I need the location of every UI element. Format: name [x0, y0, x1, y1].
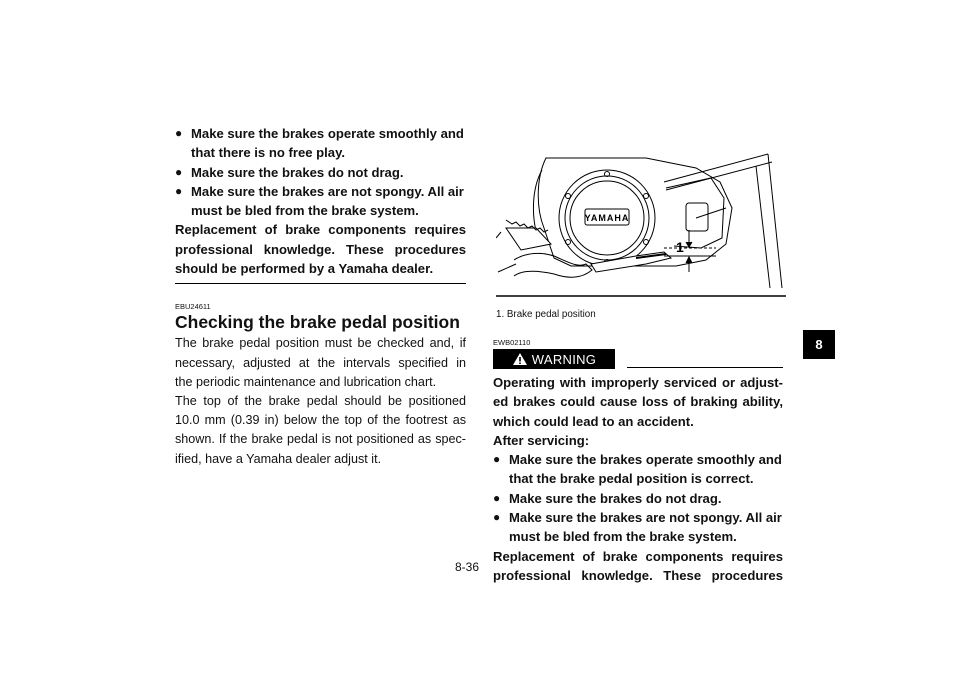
paragraph [175, 334, 466, 392]
bullet-item [175, 124, 466, 163]
warning-end-line: Replacement of brake components requires [493, 548, 783, 564]
paragraph-line: 10.0 mm (0.39 in) below the top of the footrest as [175, 413, 466, 428]
frame-tube [664, 154, 768, 182]
warning-label-box [493, 349, 615, 369]
bullet-line: that there is no free play. [191, 145, 346, 161]
figure-caption: 1. Brake pedal position [496, 309, 596, 320]
bullet-icon: ● [175, 126, 183, 140]
bullet-line: must be bled from the brake system. [191, 203, 419, 219]
bullet-line: that the brake pedal position is correct. [509, 471, 754, 487]
warning-end-line: professional knowledge. These procedures [175, 241, 466, 257]
page-number: 8-36 [455, 560, 480, 574]
bullet-item [175, 182, 466, 221]
paragraph-line: The brake pedal position must be checked and, if [175, 336, 466, 351]
bullet-item [493, 489, 783, 508]
chapter-tab: 8 [803, 330, 835, 359]
warning-line: ed brakes could cause loss of braking ability, [493, 394, 783, 410]
paragraph-line: ified, have a Yamaha dealer adjust it. [175, 451, 382, 466]
bullet-line: Make sure the brakes are not spongy. All air [191, 183, 464, 199]
bullet-item [175, 163, 466, 182]
bullet-icon: ● [493, 490, 501, 505]
warning-code: EWB02110 [493, 338, 531, 347]
bullet-icon: ● [175, 183, 183, 198]
paragraph-line: necessary, adjusted at the intervals specified in [175, 355, 466, 370]
paragraph-line: the periodic maintenance and lubrication chart. [175, 374, 437, 389]
bullet-line: Make sure the brakes are not spongy. All air [509, 510, 782, 526]
bullet-line: must be bled from the brake system. [509, 529, 737, 545]
bullet-icon: ● [493, 452, 501, 467]
paragraph [175, 392, 466, 469]
warning-header [493, 348, 783, 370]
warning-end-rule [175, 283, 466, 284]
bullet-line: Make sure the brakes operate smoothly and [509, 452, 782, 468]
bullet-item [493, 450, 783, 489]
bullet-line: Make sure the brakes do not drag. [509, 490, 722, 506]
warning-triangle-icon [512, 352, 528, 366]
bullet-line: Make sure the brakes operate smoothly and [191, 126, 464, 141]
paragraph-line: The top of the brake pedal should be positioned [175, 393, 466, 408]
after-servicing-label: After servicing: [493, 432, 590, 448]
yamaha-logo-text: YAMAHA [584, 213, 630, 223]
warning-rule [627, 367, 783, 368]
left-column [175, 124, 466, 469]
warning-block [493, 338, 783, 585]
paragraph-line: shown. If the brake pedal is not positioned as spec- [175, 432, 466, 447]
warning-end-line: Replacement of brake components requires [175, 222, 466, 238]
brake-pedal-illustration [496, 148, 786, 300]
section-title: Checking the brake pedal position [175, 312, 460, 333]
warning-end-line: should be performed by a Yamaha dealer. [175, 261, 434, 277]
bullet-item [493, 508, 783, 547]
figure-callout: 1 [676, 239, 684, 255]
warning-label: WARNING [531, 351, 597, 367]
bullet-line: Make sure the brakes do not drag. [191, 164, 404, 180]
section-code: EBU24611 [175, 302, 211, 312]
bullet-icon: ● [493, 510, 501, 525]
warning-line: which could lead to an accident. [493, 413, 694, 429]
warning-end-line: professional knowledge. These procedures [493, 567, 783, 583]
bullet-icon: ● [175, 164, 183, 179]
warning-line: Operating with improperly serviced or adjust- [493, 375, 783, 390]
